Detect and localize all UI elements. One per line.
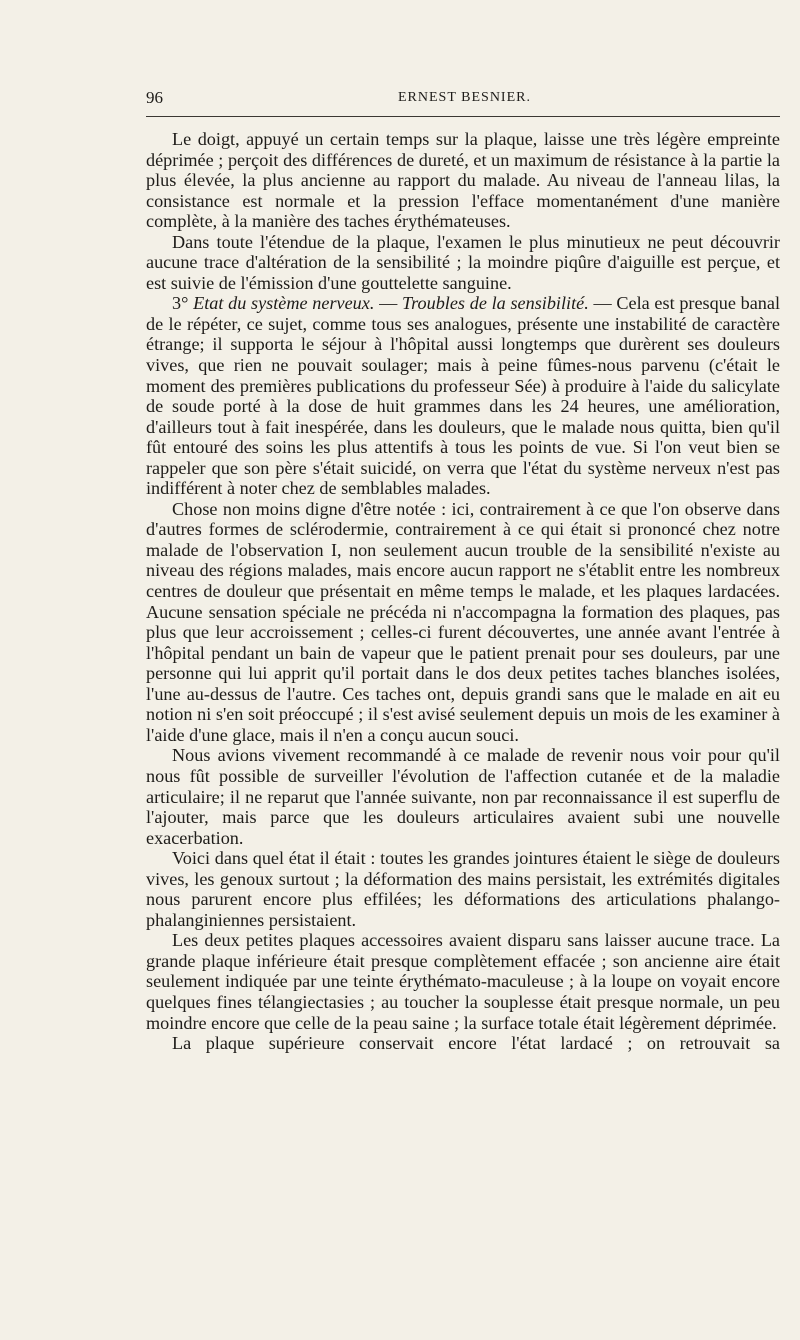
running-head: ERNEST BESNIER. xyxy=(398,90,531,105)
paragraph: Le doigt, appuyé un certain temps sur la plaque, laisse une très légère empreinte déprimée ; perçoit des différences de dureté, et un maximum de résistance à la partie la plus élevée, la plus ancienne au rapport du malade. Au niveau de l'anneau lilas, la consistance est normale et la pression l'efface momentanément d'une manière complète, à la manière des taches érythémateuses. xyxy=(146,129,780,232)
header-rule xyxy=(146,116,780,117)
paragraph: Nous avions vivement recommandé à ce malade de revenir nous voir pour qu'il nous fût possible de surveiller l'évolution de l'affection cutanée et de la maladie articulaire; il ne reparut que l'année suivante, non par reconnaissance il est superflu de l'ajouter, mais parce que les douleurs articulaires avaient subi une nouvelle exacerbation. xyxy=(146,745,780,848)
section-title: Etat du système nerveux. xyxy=(193,293,375,314)
page-header xyxy=(146,88,782,110)
paragraph: Voici dans quel état il était : toutes les grandes jointures étaient le siège de douleurs vives, les genoux surtout ; la déformation des mains persistait, les extrémités digitales nous parurent encore plus effilées; les déformations des articulations phalango-phalanginiennes persistaient. xyxy=(146,848,780,930)
page-number: 96 xyxy=(146,88,163,107)
title-separator: — xyxy=(374,293,403,314)
paragraph: Les deux petites plaques accessoires avaient disparu sans laisser aucune trace. La grande plaque inférieure était presque complètement effacée ; son ancienne aire était seulement indiquée par une teinte érythémato-maculeuse ; à la loupe on voyait encore quelques fines télangiectasies ; au toucher la souplesse était presque normale, un peu moindre encore que celle de la peau saine ; la surface totale était légèrement déprimée. xyxy=(146,930,780,1033)
section-number: 3° xyxy=(172,293,194,314)
paragraph: Dans toute l'étendue de la plaque, l'examen le plus minutieux ne peut découvrir aucune trace d'altération de la sensibilité ; la moindre piqûre d'aiguille est perçue, et est suivie de l'émission d'une gouttelette sanguine. xyxy=(146,231,780,293)
paragraph: La plaque supérieure conservait encore l'état lardacé ; on retrouvait sa xyxy=(172,1033,780,1054)
body-text xyxy=(146,129,780,1054)
paragraph: Chose non moins digne d'être notée : ici, contrairement à ce que l'on observe dans d'autres formes de sclérodermie, contrairement à ce qui était si prononcé chez notre malade de l'observation I, non seulement aucun trouble de la sensibilité n'existe au niveau des régions malades, mais encore aucun rapport ne s'établit entre les nombreux centres de douleur que présentait en même temps le malade, et les plaques lardacées. Aucune sensation spéciale ne précéda ni n'accompagna la formation des plaques, pas plus que leur accroissement ; celles-ci furent découvertes, une année avant l'entrée à l'hôpital pendant un bain de vapeur que le patient prenait pour ses douleurs, par une personne qui lui apprit qu'il portait dans le dos deux petites taches blanches isolées, l'une au-dessus de l'autre. Ces taches ont, depuis grandi sans que le malade en ait eu notion ni s'en soit préoccupé ; il s'est avisé seulement depuis un mois de les examiner à l'aide d'une glace, mais il n'en a conçu aucun souci. xyxy=(146,498,780,745)
paragraph xyxy=(146,293,780,498)
section-subtitle: Troubles de la sensibilité. xyxy=(402,293,589,314)
paragraph-text: — Cela est presque banal de le répéter, ce sujet, comme tous ses analogues, présente une instabilité de caractère étrange; il supporta le séjour à l'hôpital aussi longtemps que durèrent ses douleurs vives, que rien ne pouvait soulager; mais à peine fûmes-nous parvenu (c'était le moment des premières publications du professeur Sée) à produire à l'aide du salicylate de soude porté à la dose de huit grammes dans les 24 heures, une amélioration, d'ailleurs tout à fait inespérée, dans les douleurs, que le malade nous quitta, bien qu'il fût entouré des soins les plus attentifs à tous les points de vue. Si l'on veut bien se rappeler que son père s'était suicidé, on verra que l'état du système nerveux n'est pas indifférent à noter chez de semblables malades. xyxy=(146,293,780,499)
